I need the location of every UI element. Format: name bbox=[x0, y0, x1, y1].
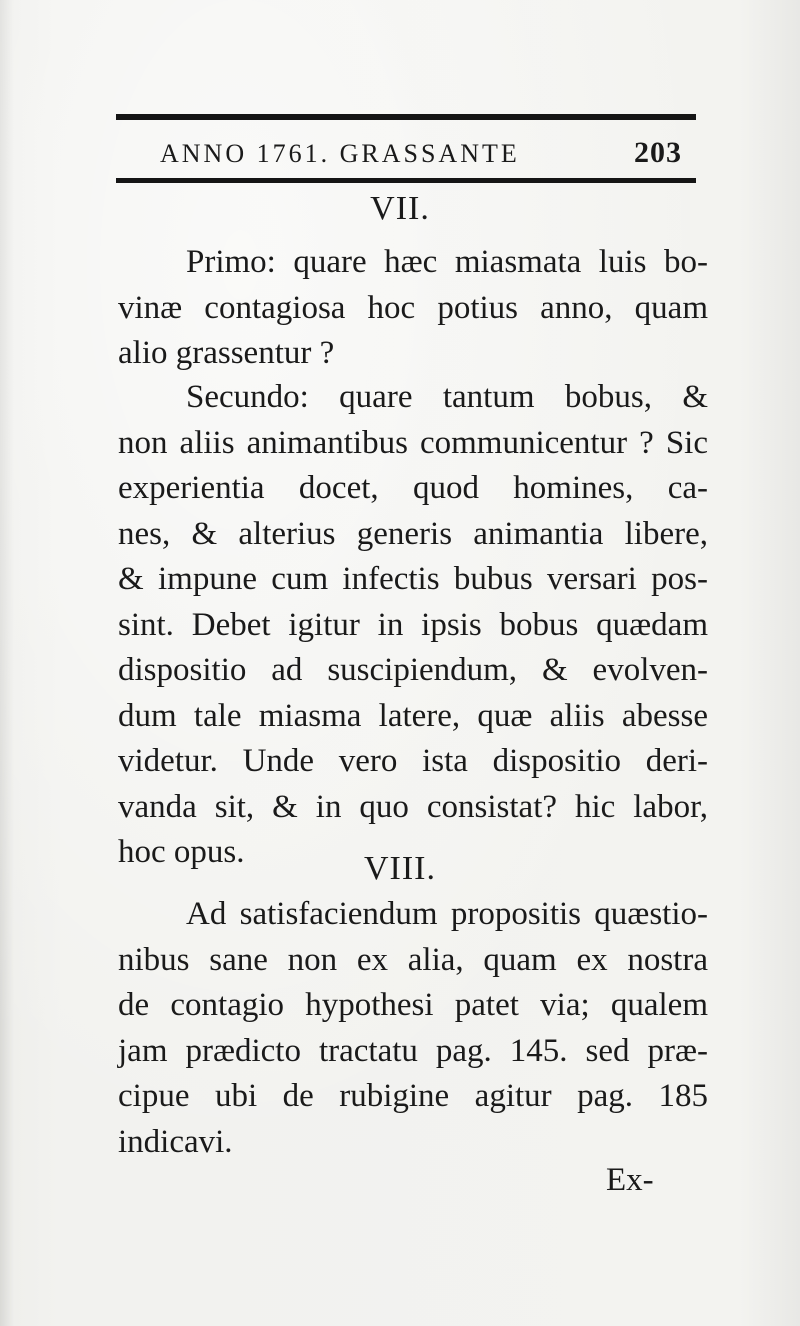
text-line: & impune cum infectis bubus versari pos- bbox=[118, 561, 708, 597]
text-line: Secundo: quare tantum bobus, & bbox=[186, 379, 708, 415]
text-line: dispositio ad suscipiendum, & evolven- bbox=[118, 652, 708, 688]
text-line: experientia docet, quod homines, ca- bbox=[118, 470, 708, 506]
section-heading-viii: VIII. bbox=[363, 850, 437, 887]
text-line: Ad satisfaciendum propositis quæstio- bbox=[186, 896, 708, 932]
text-line: non aliis animantibus communicentur ? Sic bbox=[118, 424, 708, 461]
text-line: nes, & alterius generis animantia libere, bbox=[118, 515, 708, 552]
paragraph-secundo bbox=[118, 375, 708, 876]
text-line: vanda sit, & in quo consistat? hic labor, bbox=[118, 788, 708, 825]
text-line: de contagio hypothesi patet via; qualem bbox=[118, 987, 708, 1023]
text-line: sint. Debet igitur in ipsis bobus quædam bbox=[118, 606, 708, 643]
text-line: nibus sane non ex alia, quam ex nostra bbox=[118, 941, 708, 978]
paragraph-primo bbox=[118, 240, 708, 377]
running-head bbox=[160, 136, 682, 172]
text-line: alio grassentur ? bbox=[118, 335, 335, 371]
catchword: Ex- bbox=[606, 1162, 654, 1198]
text-line: cipue ubi de rubigine agitur pag. 185 bbox=[118, 1078, 708, 1114]
text-line: hoc opus. bbox=[118, 834, 245, 870]
text-line: jam prædicto tractatu pag. 145. sed præ- bbox=[118, 1032, 708, 1069]
header-rule-bottom bbox=[116, 178, 696, 183]
text-line: indicavi. bbox=[118, 1123, 233, 1160]
page-number: 203 bbox=[634, 136, 682, 169]
text-line: dum tale miasma latere, quæ aliis abesse bbox=[118, 697, 708, 734]
paragraph-ad-satisfaciendum bbox=[118, 892, 708, 1165]
section-heading-vii: VII. bbox=[370, 190, 430, 227]
text-line: videtur. Unde vero ista dispositio deri- bbox=[118, 743, 708, 779]
text-line: vinæ contagiosa hoc potius anno, quam bbox=[118, 289, 708, 326]
text-line: Primo: quare hæc miasmata luis bo- bbox=[186, 244, 708, 280]
header-rule-top bbox=[116, 114, 696, 120]
running-head-title: ANNO 1761. GRASSANTE bbox=[160, 139, 520, 168]
